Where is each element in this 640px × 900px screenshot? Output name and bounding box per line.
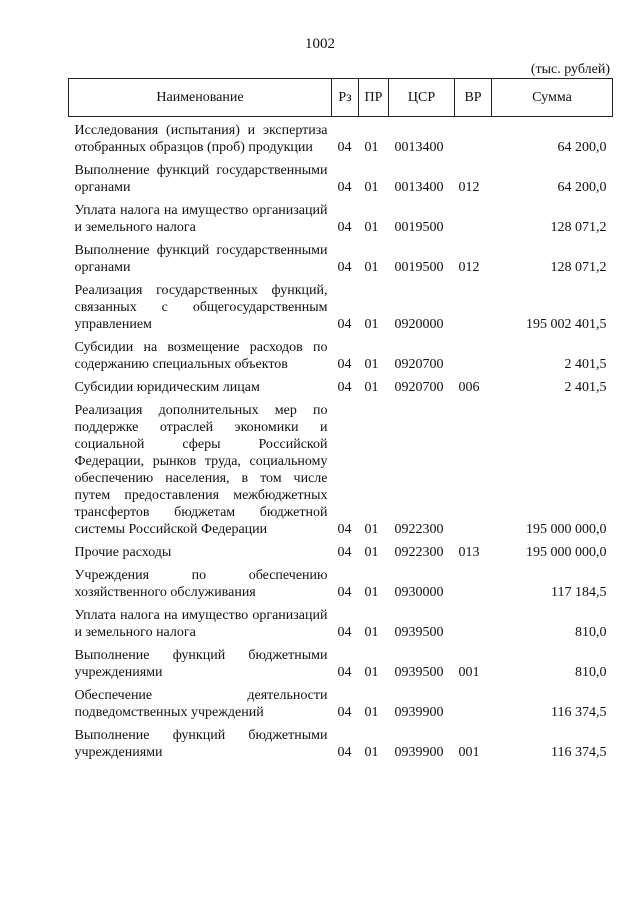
row-rz: 04 bbox=[337, 745, 352, 760]
page-number: 1002 bbox=[305, 36, 335, 52]
row-pr: 01 bbox=[364, 220, 379, 235]
row-pr: 01 bbox=[364, 665, 379, 680]
table-row bbox=[69, 727, 613, 767]
row-sum: 64 200,0 bbox=[557, 180, 607, 195]
row-name: Выполнение функций бюджетными учреждениями bbox=[74, 728, 328, 760]
row-pr: 01 bbox=[364, 317, 379, 332]
row-pr: 01 bbox=[364, 705, 379, 720]
row-csr: 0920700 bbox=[394, 380, 444, 395]
row-rz: 04 bbox=[337, 522, 352, 537]
row-rz: 04 bbox=[337, 665, 352, 680]
row-vr bbox=[455, 202, 492, 242]
row-pr: 01 bbox=[364, 260, 379, 275]
row-csr: 0920700 bbox=[394, 357, 444, 372]
header-name: Наименование bbox=[69, 79, 332, 117]
row-vr: 012 bbox=[458, 260, 480, 275]
row-rz: 04 bbox=[337, 705, 352, 720]
row-vr bbox=[455, 607, 492, 647]
row-vr bbox=[455, 282, 492, 339]
row-name: Субсидии на возмещение расходов по содержанию специальных объектов bbox=[74, 340, 328, 372]
row-pr: 01 bbox=[364, 585, 379, 600]
row-sum: 2 401,5 bbox=[564, 380, 607, 395]
budget-table bbox=[68, 78, 613, 767]
row-name: Выполнение функций государственными органами bbox=[74, 243, 328, 275]
table-row bbox=[69, 379, 613, 402]
row-name: Реализация государственных функций, связанных с общегосударственным управлением bbox=[74, 283, 328, 332]
row-name: Прочие расходы bbox=[74, 545, 172, 560]
row-rz: 04 bbox=[337, 260, 352, 275]
row-sum: 195 000 000,0 bbox=[526, 522, 607, 537]
row-csr: 0922300 bbox=[394, 522, 444, 537]
row-name: Уплата налога на имущество организаций и земельного налога bbox=[74, 203, 328, 235]
header-vr: ВР bbox=[455, 79, 492, 117]
row-rz: 04 bbox=[337, 220, 352, 235]
row-vr bbox=[455, 339, 492, 379]
row-pr: 01 bbox=[364, 380, 379, 395]
header-rz: Рз bbox=[332, 79, 359, 117]
row-sum: 195 000 000,0 bbox=[526, 545, 607, 560]
table-row bbox=[69, 687, 613, 727]
row-sum: 2 401,5 bbox=[564, 357, 607, 372]
row-csr: 0019500 bbox=[394, 220, 444, 235]
table-row bbox=[69, 339, 613, 379]
row-rz: 04 bbox=[337, 625, 352, 640]
row-sum: 116 374,5 bbox=[551, 705, 607, 720]
row-name: Обеспечение деятельности подведомственных учреждений bbox=[74, 688, 328, 720]
table-row bbox=[69, 202, 613, 242]
table-row bbox=[69, 567, 613, 607]
row-name: Субсидии юридическим лицам bbox=[74, 380, 260, 395]
row-rz: 04 bbox=[337, 180, 352, 195]
row-vr bbox=[455, 567, 492, 607]
row-name: Уплата налога на имущество организаций и земельного налога bbox=[74, 608, 328, 640]
table-row bbox=[69, 402, 613, 544]
row-rz: 04 bbox=[337, 545, 352, 560]
row-vr: 013 bbox=[458, 545, 480, 560]
table-body bbox=[69, 117, 613, 768]
row-sum: 64 200,0 bbox=[557, 140, 607, 155]
table-row bbox=[69, 647, 613, 687]
row-sum: 128 071,2 bbox=[550, 220, 607, 235]
row-vr: 001 bbox=[458, 745, 480, 760]
row-csr: 0939900 bbox=[394, 745, 444, 760]
table-row bbox=[69, 544, 613, 567]
row-rz: 04 bbox=[337, 317, 352, 332]
row-sum: 810,0 bbox=[575, 665, 607, 680]
row-pr: 01 bbox=[364, 745, 379, 760]
row-vr bbox=[455, 117, 492, 163]
row-csr: 0939500 bbox=[394, 665, 444, 680]
header-csr: ЦСР bbox=[389, 79, 455, 117]
row-name: Реализация дополнительных мер по поддержке отраслей экономики и социальной сферы Российской Федерации, рынков труда, социальному обеспечению населения, в том числе путем предоставления межбюджетных трансфертов бюджетам бюджетной системы Российской Федерации bbox=[74, 403, 328, 537]
header-pr: ПР bbox=[359, 79, 389, 117]
row-pr: 01 bbox=[364, 625, 379, 640]
row-vr: 006 bbox=[458, 380, 480, 395]
row-pr: 01 bbox=[364, 140, 379, 155]
row-name: Учреждения по обеспечению хозяйственного обслуживания bbox=[74, 568, 328, 600]
table-row bbox=[69, 607, 613, 647]
table-row bbox=[69, 117, 613, 163]
row-rz: 04 bbox=[337, 357, 352, 372]
row-vr bbox=[455, 687, 492, 727]
row-csr: 0930000 bbox=[394, 585, 444, 600]
table-row bbox=[69, 242, 613, 282]
row-csr: 0939900 bbox=[394, 705, 444, 720]
table-header bbox=[69, 79, 613, 117]
row-sum: 810,0 bbox=[575, 625, 607, 640]
row-rz: 04 bbox=[337, 140, 352, 155]
row-pr: 01 bbox=[364, 357, 379, 372]
row-pr: 01 bbox=[364, 545, 379, 560]
row-pr: 01 bbox=[364, 180, 379, 195]
row-csr: 0939500 bbox=[394, 625, 444, 640]
row-csr: 0013400 bbox=[394, 180, 444, 195]
row-rz: 04 bbox=[337, 380, 352, 395]
row-csr: 0019500 bbox=[394, 260, 444, 275]
row-vr: 012 bbox=[458, 180, 480, 195]
row-vr bbox=[455, 402, 492, 544]
row-csr: 0922300 bbox=[394, 545, 444, 560]
row-sum: 128 071,2 bbox=[550, 260, 607, 275]
table-row bbox=[69, 162, 613, 202]
row-name: Выполнение функций бюджетными учреждениями bbox=[74, 648, 328, 680]
units-label: (тыс. рублей) bbox=[530, 62, 610, 77]
row-sum: 116 374,5 bbox=[551, 745, 607, 760]
row-csr: 0920000 bbox=[394, 317, 444, 332]
row-csr: 0013400 bbox=[394, 140, 444, 155]
row-vr: 001 bbox=[458, 665, 480, 680]
row-sum: 195 002 401,5 bbox=[526, 317, 607, 332]
row-name: Исследования (испытания) и экспертиза отобранных образцов (проб) продукции bbox=[74, 123, 328, 155]
row-pr: 01 bbox=[364, 522, 379, 537]
header-sum: Сумма bbox=[492, 79, 613, 117]
row-sum: 117 184,5 bbox=[551, 585, 607, 600]
row-rz: 04 bbox=[337, 585, 352, 600]
table-row bbox=[69, 282, 613, 339]
row-name: Выполнение функций государственными органами bbox=[74, 163, 328, 195]
